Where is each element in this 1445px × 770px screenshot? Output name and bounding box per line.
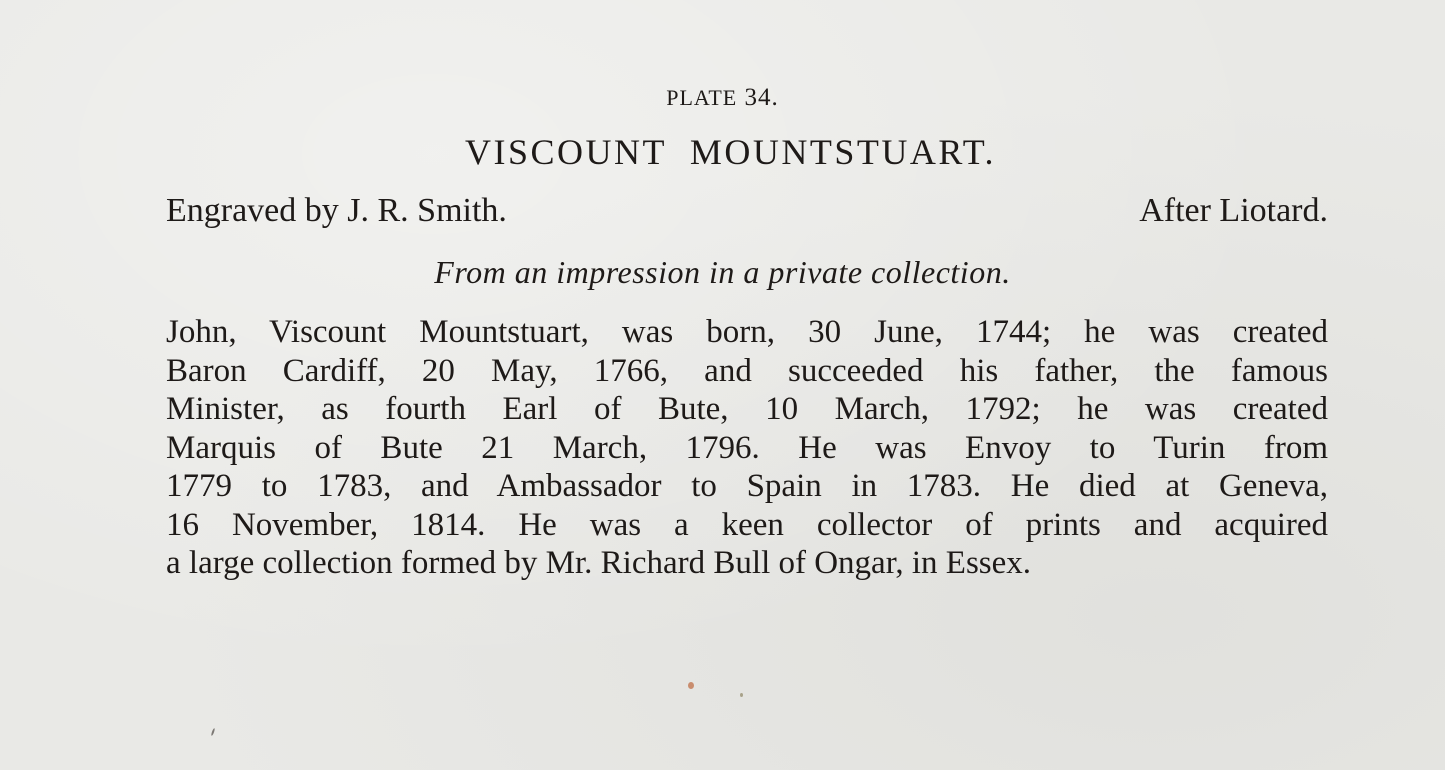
paper-speck bbox=[740, 693, 743, 697]
paragraph-line: 1779 to 1783, and Ambassador to Spain in 1783. He died at Geneva, bbox=[166, 468, 1328, 504]
engraver-credit: Engraved by J. R. Smith. bbox=[166, 192, 507, 229]
plate-number-value: 34. bbox=[744, 84, 779, 111]
artist-credit: After Liotard. bbox=[1139, 192, 1328, 229]
credits-row bbox=[166, 192, 1328, 230]
paragraph-line: a large collection formed by Mr. Richard Bull of Ongar, in Essex. bbox=[166, 545, 1032, 581]
biography-paragraph bbox=[166, 313, 1328, 583]
provenance-note: From an impression in a private collection. bbox=[434, 254, 1011, 290]
paragraph-line: Baron Cardiff, 20 May, 1766, and succeeded his father, the famous bbox=[166, 352, 1328, 389]
paragraph-line: Minister, as fourth Earl of Bute, 10 March, 1792; he was created bbox=[166, 391, 1328, 427]
paragraph-line: John, Viscount Mountstuart, was born, 30 June, 1744; he was created bbox=[166, 314, 1328, 350]
paragraph-line: 16 November, 1814. He was a keen collector of prints and acquired bbox=[166, 506, 1328, 543]
plate-number bbox=[0, 84, 1445, 112]
plate-label: PLATE bbox=[666, 85, 738, 110]
paragraph-line: Marquis of Bute 21 March, 1796. He was Envoy to Turin from bbox=[166, 429, 1328, 466]
paper-foxing-spot bbox=[688, 682, 694, 689]
paper-speck bbox=[211, 728, 216, 736]
page-title: VISCOUNT MOUNTSTUART. bbox=[464, 132, 997, 172]
